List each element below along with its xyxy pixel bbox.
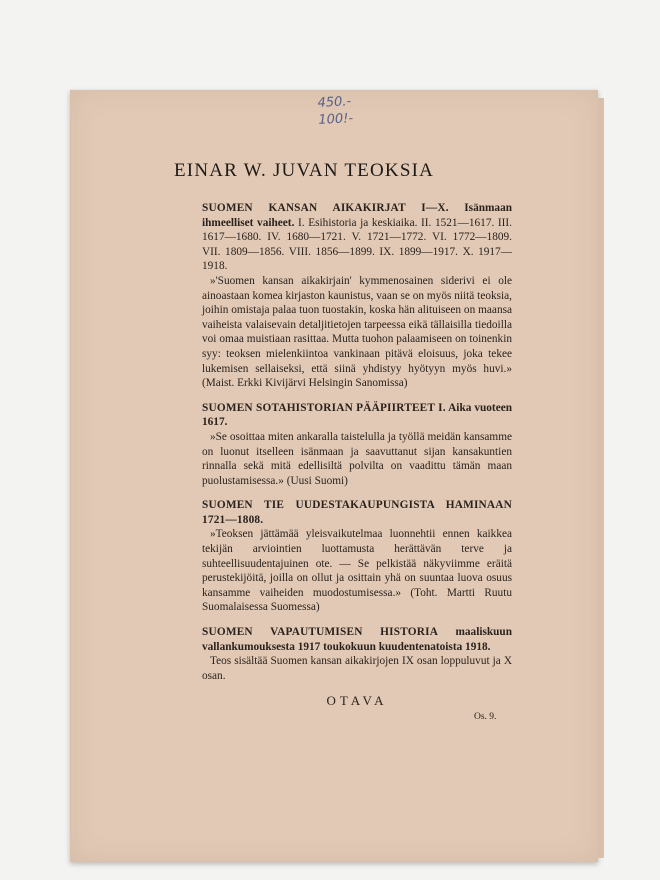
page-title: EINAR W. JUVAN TEOKSIA bbox=[174, 160, 435, 181]
entry-text bbox=[202, 201, 512, 274]
entry-subtitle: maaliskuun vallankumouksesta 1917 toukokuun kuudentenatoista 1918. bbox=[202, 626, 512, 653]
entry-quote: »'Suomen kansan aikakirjain' kymmenosainen siderivi ei ole ainoastaan komea kirjaston kaunistus, vaan se on myös niitä teoksia, joihin omistaja palaa tuon tuostakin, koska hän alituiseen on maansa vaiheista valaisevain detaljitietojen tarpeessa eikä tällaisilla tiedoilla voi omaa muistiaan rasittaa. Mutta tuohon palaamiseen on toinenkin syy: teoksen mielenkiintoa vankinaan pitävä eloisuus, joka tekee lukemisen sellaiseksi, että siinä yhdistyy hyötyyn myös huvi.» (Maist. Erkki Kivijärvi Helsingin Sanomissa) bbox=[202, 274, 512, 390]
entry-text bbox=[202, 498, 512, 527]
book-entry-aikakirjat bbox=[202, 201, 512, 391]
entry-title: SUOMEN VAPAUTUMISEN HISTORIA bbox=[202, 626, 439, 639]
book-entry-vapautuminen bbox=[202, 625, 512, 683]
entry-title: SUOMEN SOTAHISTORIAN PÄÄPIIRTEET I. bbox=[202, 401, 446, 414]
entry-title: SUOMEN KANSAN AIKAKIRJAT I—X. bbox=[202, 202, 449, 214]
entry-subtitle: Aika vuoteen 1617. bbox=[202, 401, 513, 429]
handwritten-price-note bbox=[317, 93, 353, 129]
catalog-code: Os. 9. bbox=[474, 712, 497, 722]
entry-head bbox=[202, 499, 512, 526]
entry-text bbox=[202, 625, 512, 654]
book-edge bbox=[598, 98, 604, 858]
book-entry-suomen-tie bbox=[202, 498, 512, 615]
entry-details: I. Esihistoria ja keskiaika. II. 1521—1617. III. 1617—1680. IV. 1680—1721. V. 1721—1772. VI. 1772—1809. VII. 1809—1856. VIII. 1856—1899. IX. 1899—1917. X. 1917—1918. bbox=[202, 216, 513, 273]
entry-quote: »Se osoittaa miten ankaralla taistelulla ja työllä meidän kansamme on luonut itselleen isänmaan ja saavuttanut sijan kansakuntien rinnalla sekä mitä edellisiltä polvilta on vaadittu tämän maan puolustamisessa.» (Uusi Suomi) bbox=[202, 430, 512, 487]
publisher-name: OTAVA bbox=[326, 693, 388, 709]
handwritten-line-2: 100!- bbox=[318, 111, 354, 128]
entry-note: Teos sisältää Suomen kansan aikakirjojen IX osan loppuluvut ja X osan. bbox=[202, 655, 512, 682]
entry-title: SUOMEN TIE UUDESTAKAUPUNGISTA HAMINAAN 1721—1808. bbox=[202, 499, 512, 526]
entry-subtitle: Isänmaan ihmeelliset vaiheet. bbox=[202, 202, 512, 229]
back-cover-text bbox=[174, 160, 513, 709]
book-entry-sotahistoria bbox=[202, 401, 512, 489]
entry-head bbox=[202, 626, 512, 653]
entry-quote: »Teoksen jättämää yleisvaikutelmaa luonnehtii ennen kaikkea tekijän arviointien luottamusta herättävän terve ja suhteellisuudentajuinen ote. — Se pelkistää näkyviimme eräitä perustekijöitä, joilla on ollut ja osittain yhä on suuntaa luova osuus kansamme vaiheiden muodostumisessa.» (Toht. Martti Ruutu Suomalaisessa Suomessa) bbox=[202, 528, 512, 614]
handwritten-line-1: 450.- bbox=[317, 94, 352, 111]
entry-head bbox=[202, 402, 512, 429]
entry-text bbox=[202, 401, 512, 430]
